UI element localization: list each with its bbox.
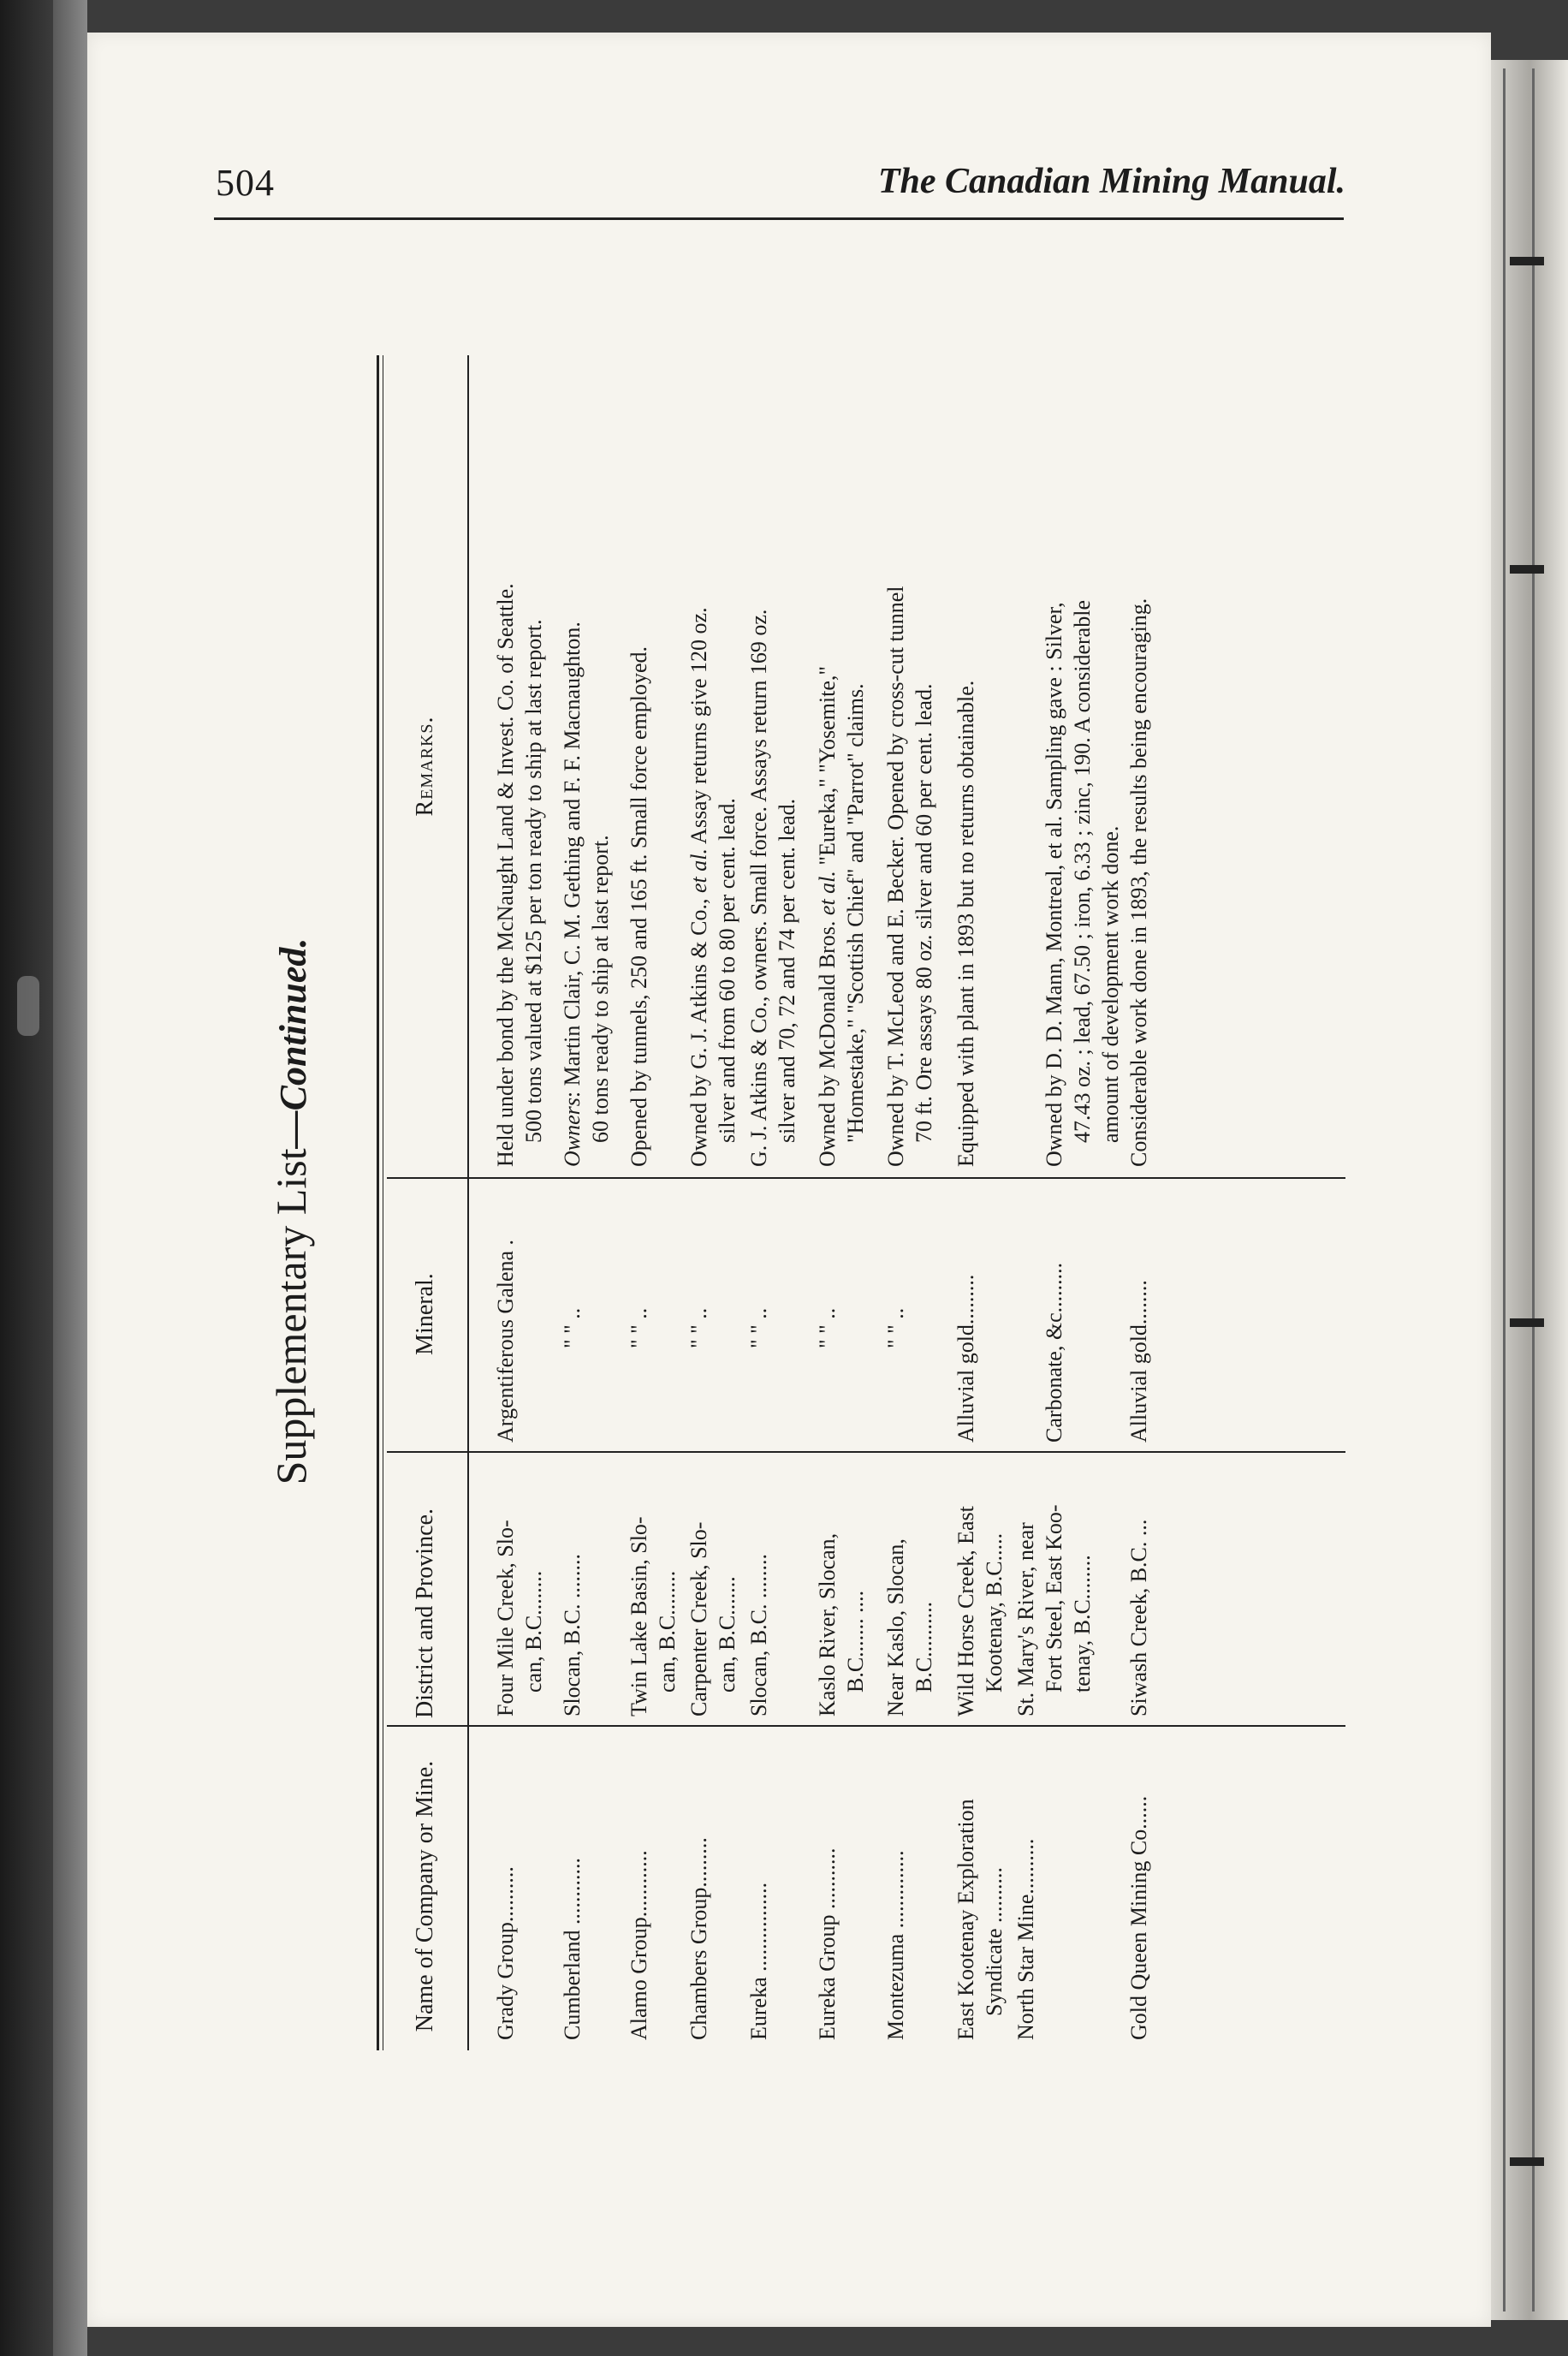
district-cell [685,1451,741,1725]
company-cell: Eureka ................ [746,1882,771,2040]
district-cell [1012,1451,1125,1725]
remarks-line: G. J. Atkins & Co., owners. Small force. Assays return 169 oz. [746,609,771,1167]
company-cell: Montezuma .............. [883,1850,908,2040]
mineral-cell: Argentiferous Galena . [493,1239,518,1443]
district-line: Kaslo River, Slocan, [815,1532,840,1716]
district-line: Wild Horse Creek, East [953,1506,978,1716]
rotated-table-block [252,312,1348,2110]
remarks-cell [813,355,870,1177]
edge-mark [1510,257,1544,265]
remarks-cell [1012,355,1125,1177]
remarks-line: 500 tons valued at $125 per ton ready to ship at last report. [521,619,546,1143]
column-header-company: Name of Company or Mine. [412,1760,438,2032]
district-line: can, B.C....... [715,1576,739,1693]
header-rule [467,355,469,2050]
remarks-italic: Owners [560,1098,585,1167]
table-row [882,355,938,2050]
remarks-cell [685,355,741,1177]
company-line: Syndicate .......... [982,1866,1007,2016]
district-line: Four Mile Creek, Slo- [493,1520,518,1716]
remarks-italic: et al. [686,848,711,894]
district-cell: Slocan, B.C. ........ [746,1554,771,1716]
remarks-line: "Homestake," "Scottish Chief" and "Parrot" claims. [843,683,868,1143]
table-row [491,355,548,2050]
mineral-cell: " " .. [883,1307,908,1348]
mineral-cell: Alluvial gold......... [953,1274,978,1443]
table-row [685,355,741,2050]
district-line: Near Kaslo, Slocan, [883,1538,908,1716]
edge-mark [1510,2157,1544,2166]
column-header-remarks: Remarks. [412,716,438,817]
remarks-line: Owned by T. McLeod and E. Becker. Opened by cross-cut tunnel [883,586,908,1167]
table-top-rule [377,355,379,2050]
company-cell: Eureka Group ........... [815,1847,840,2040]
district-line: Carpenter Creek, Slo- [686,1521,711,1716]
remarks-line: 47.43 oz. ; lead, 67.50 ; iron, 6.33 ; zinc, 190. A considerable [1070,600,1095,1143]
company-line: East Kootenay Exploration [953,1799,978,2040]
district-cell: Siwash Creek, B.C. ... [1126,1519,1151,1716]
district-line: can, B.C........ [655,1570,680,1693]
header-rule [214,217,1344,220]
remarks-italic: et al. [815,871,840,916]
company-cell: Alamo Group............ [627,1850,651,2040]
remarks-cell [745,355,801,1177]
district-cell: Slocan, B.C. ........ [560,1554,585,1716]
mineral-cell: " " .. [686,1307,711,1348]
district-cell [882,1451,938,1725]
running-title: The Canadian Mining Manual. [877,162,1345,201]
company-cell: Cumberland ............ [560,1857,585,2040]
district-line: can, B.C........ [521,1570,546,1693]
page-edge-line [1503,68,1506,2311]
district-line: Twin Lake Basin, Slo- [627,1516,651,1716]
remarks-line: Owned by G. J. Atkins & Co., [686,898,711,1167]
district-line: B.C....... .... [843,1590,868,1693]
district-line: Kootenay, B.C..... [982,1532,1007,1693]
remarks-line: Assay returns give 120 oz. [686,607,711,844]
mineral-cell: " " .. [815,1307,840,1348]
district-cell [952,1451,1008,1725]
company-cell: Chambers Group......... [686,1837,711,2040]
remarks-cell: Equipped with plant in 1893 but no returns obtainable. [953,680,978,1167]
mineral-cell: Alluvial gold........ [1126,1280,1151,1443]
table-row [952,355,1008,2050]
remarks-line: silver and from 60 to 80 per cent. lead. [715,798,739,1143]
edge-mark [1510,565,1544,574]
district-line: tenay, B.C........ [1070,1555,1095,1693]
mineral-cell: " " .. [560,1307,585,1348]
mineral-cell: Carbonate, &c......... [1042,1262,1066,1443]
book-spine-shadow [0,0,53,2356]
table-title-continued: —Continued. [272,937,314,1149]
company-cell: Gold Queen Mining Co...... [1126,1795,1151,2040]
column-header-district: District and Province. [412,1508,438,1718]
remarks-line: amount of development work done. [1098,825,1123,1143]
book-gutter [53,0,87,2356]
remarks-cell [882,355,938,1177]
table-title [252,312,330,2110]
table-row [1125,355,1153,2050]
remarks-cell [491,355,548,1177]
remarks-line: 70 ft. Ore assays 80 oz. silver and 60 per cent. lead. [912,683,936,1143]
company-cell: North Star Mine.......... [1013,1838,1038,2040]
district-cell [491,1451,548,1725]
table-row [745,355,801,2050]
remarks-line: 60 tons ready to ship at last report. [588,835,613,1143]
remarks-line: Owned by McDonald Bros. [815,920,840,1167]
remarks-cell [558,355,615,1177]
paper-stain [17,976,39,1036]
district-cell [813,1451,870,1725]
table-row [558,355,615,2050]
district-cell [625,1451,681,1725]
column-header-mineral: Mineral. [412,1273,438,1355]
table-row [813,355,870,2050]
table-row [1012,355,1125,2050]
table-title-main: Supplementary List [267,1148,315,1485]
page-edge-line [1532,68,1535,2311]
mineral-cell: " " .. [746,1307,771,1348]
remarks-line: silver and 70, 72 and 74 per cent. lead. [775,798,799,1143]
remarks-line: : Martin Clair, C. M. Gething and F. F. Macnaughton. [560,622,585,1098]
mineral-cell: " " .. [627,1307,651,1348]
district-line: St. Mary's River, near [1013,1522,1038,1716]
edge-mark [1510,1318,1544,1327]
remarks-line: "Eureka," "Yosemite," [815,665,840,866]
company-cell [952,1725,1008,2050]
remarks-line: Owned by D. D. Mann, Montreal, et al. Sampling gave : Silver, [1042,602,1066,1167]
remarks-cell: Opened by tunnels, 250 and 165 ft. Small force employed. [627,646,651,1167]
table-body [478,355,1153,2050]
page-number: 504 [216,162,275,204]
remarks-line: Held under bond by the McNaught Land & Invest. Co. of Seattle. [493,583,518,1167]
table-row [625,355,681,2050]
district-line: Fort Steel, East Koo- [1042,1504,1066,1693]
company-cell: Grady Group.......... [493,1866,518,2040]
district-line: B.C.......... [912,1601,936,1693]
remarks-cell: Considerable work done in 1893, the results being encouraging. [1126,598,1151,1167]
